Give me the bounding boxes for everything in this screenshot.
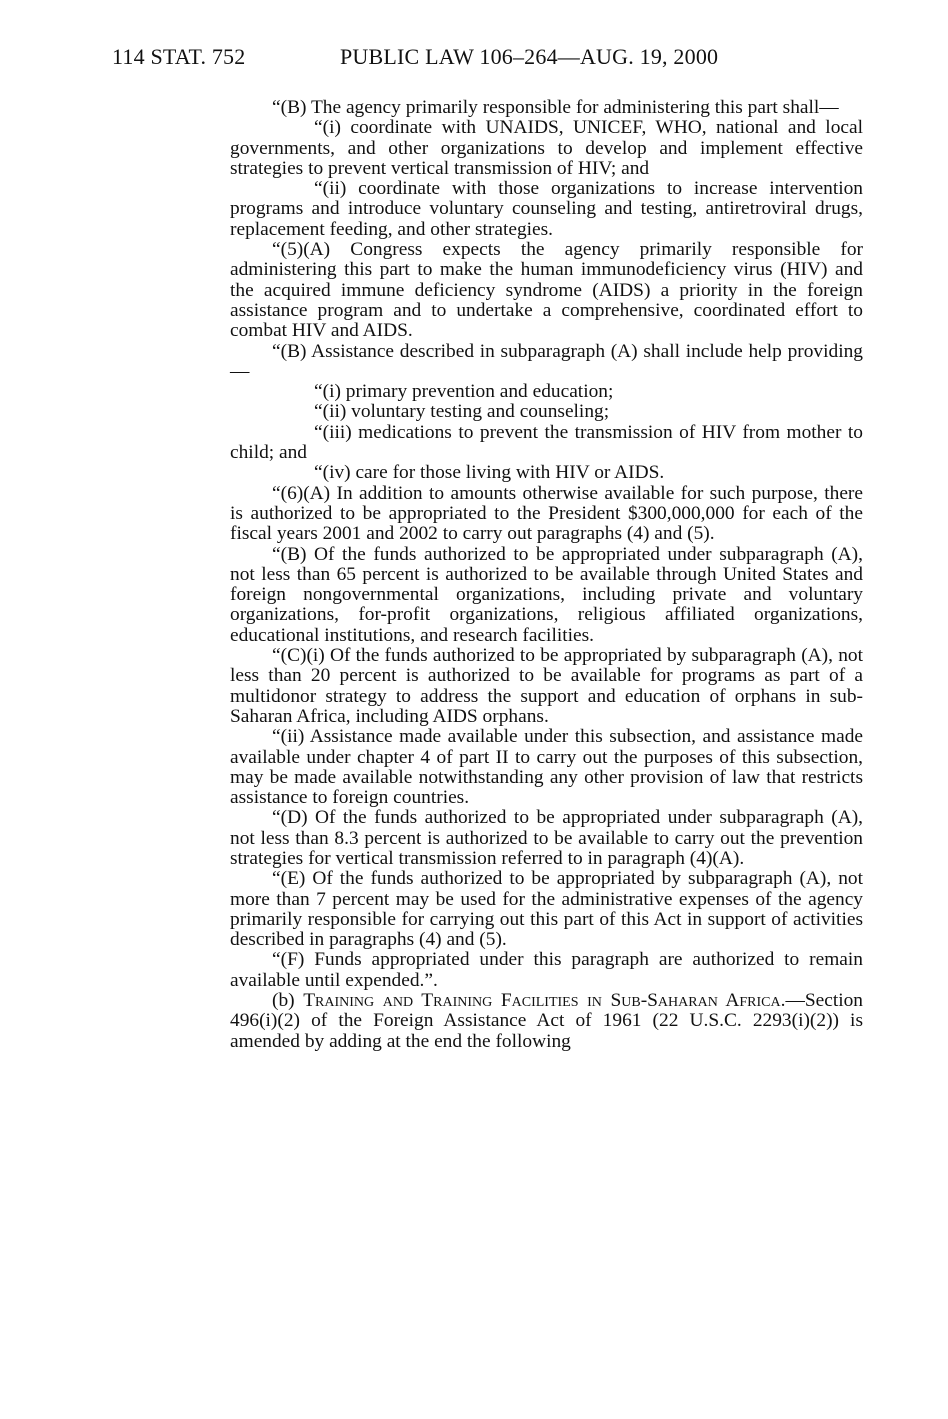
paragraph: “(5)(A) Congress expects the agency primarily responsible for administering this part to make the human immunodeficiency virus (HIV) and the acquired immune deficiency syndrome (AIDS) a priority in the foreign assistance program and to undertake a comprehensive, coordinated effort to combat HIV and AIDS.	[230, 239, 863, 342]
paragraph: “(iv) care for those living with HIV or AIDS.	[314, 462, 665, 484]
page-header	[0, 44, 948, 78]
document-body	[230, 98, 863, 1052]
paragraph: “(i) primary prevention and education;	[314, 381, 614, 403]
paragraph: “(E) Of the funds authorized to be appropriated by subparagraph (A), not more than 7 percent may be used for the administrative expenses of the agency primarily responsible for carrying out this part of this Act in support of activities described in paragraphs (4) and (5).	[230, 868, 863, 951]
subsection-text: —Section 496(i)(2) of the Foreign Assistance Act of 1961 (22 U.S.C. 2293(i)(2)) is amended by adding at the end the following	[230, 990, 863, 1052]
running-title: PUBLIC LAW 106–264—AUG. 19, 2000	[340, 44, 719, 69]
paragraph: “(B) Assistance described in subparagraph (A) shall include help providing—	[230, 340, 863, 382]
paragraph: “(ii) coordinate with those organizations to increase intervention programs and introduce voluntary counseling and testing, antiretroviral drugs, replacement feeding, and other strategies.	[230, 178, 863, 240]
paragraph: “(ii) Assistance made available under this subsection, and assistance made available under chapter 4 of part II to carry out the purposes of this subsection, may be made available notwithstanding any other provision of law that restricts assistance to foreign countries.	[230, 726, 863, 809]
paragraph: “(i) coordinate with UNAIDS, UNICEF, WHO, national and local governments, and other organizations to develop and implement effective strategies to prevent vertical transmission of HIV; and	[230, 117, 863, 179]
subsection-heading: Training and Training Facilities in Sub-Saharan Africa.	[303, 990, 786, 1012]
subsection-label: (b)	[272, 990, 304, 1012]
paragraph: “(B) Of the funds authorized to be appropriated under subparagraph (A), not less than 65 percent is authorized to be available through United States and foreign nongovernmental organizations, including private and voluntary organizations, for-profit organizations, religious affiliated organizations, educational institutions, and research facilities.	[230, 543, 863, 646]
paragraph: “(ii) voluntary testing and counseling;	[314, 401, 610, 423]
page-number: 114 STAT. 752	[112, 44, 246, 69]
paragraph: “(iii) medications to prevent the transmission of HIV from mother to child; and	[230, 421, 863, 464]
subsection-b	[230, 991, 863, 1052]
paragraph: “(D) Of the funds authorized to be appropriated under subparagraph (A), not less than 8.3 percent is authorized to be available to carry out the prevention strategies for vertical transmission referred to in paragraph (4)(A).	[230, 807, 863, 869]
paragraph: “(F) Funds appropriated under this paragraph are authorized to remain available until expended.”.	[230, 949, 863, 991]
paragraph: “(6)(A) In addition to amounts otherwise available for such purpose, there is authorized to be appropriated to the President $300,000,000 for each of the fiscal years 2001 and 2002 to carry out paragraphs (4) and (5).	[230, 482, 863, 545]
paragraph: “(B) The agency primarily responsible for administering this part shall—	[272, 97, 839, 118]
paragraph: “(C)(i) Of the funds authorized to be appropriated by subparagraph (A), not less than 20 percent is authorized to be available for programs as part of a multidonor strategy to address the support and education of orphans in sub-Saharan Africa, including AIDS orphans.	[230, 645, 863, 727]
